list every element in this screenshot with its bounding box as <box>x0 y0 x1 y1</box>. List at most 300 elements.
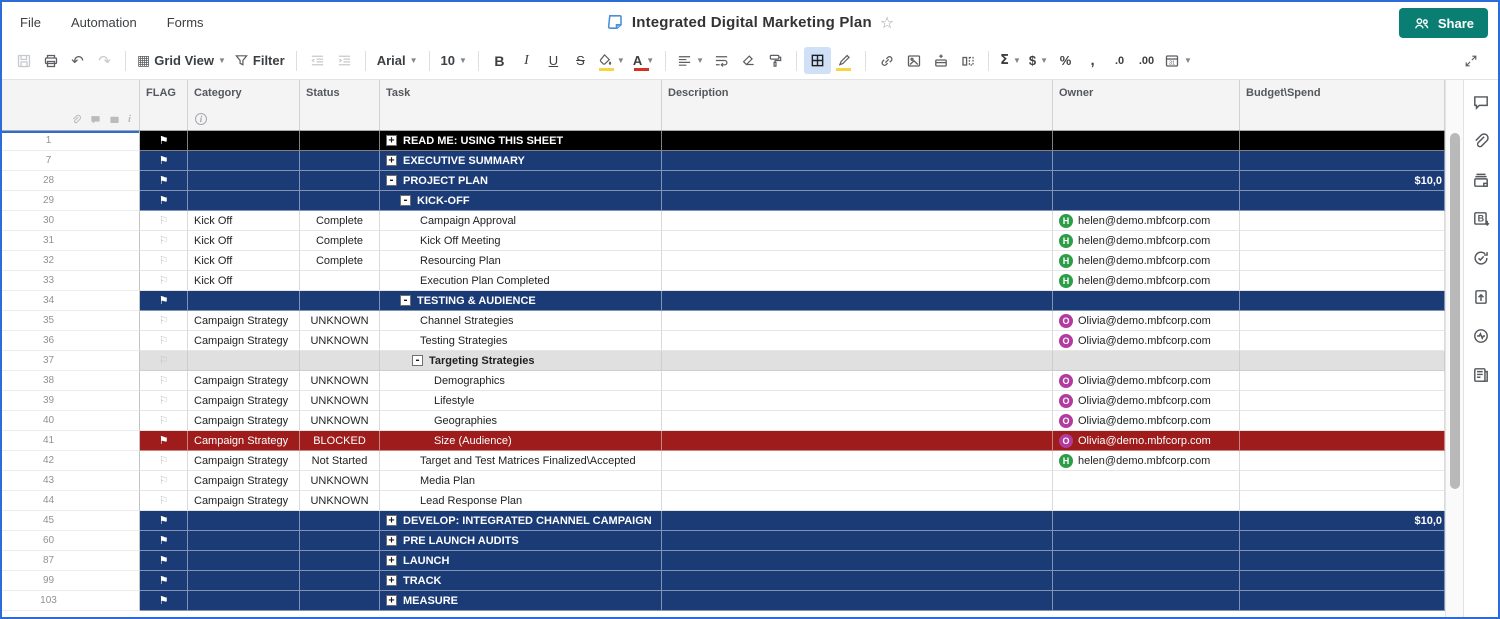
table-row[interactable] <box>2 351 1445 371</box>
description-cell[interactable] <box>662 171 1053 191</box>
budget-cell[interactable] <box>1240 491 1445 511</box>
budget-cell[interactable] <box>1240 311 1445 331</box>
align-button[interactable]: ▼ <box>673 47 708 74</box>
table-row[interactable] <box>2 491 1445 511</box>
update-requests-icon[interactable] <box>1472 249 1490 267</box>
expand-toggle[interactable]: - <box>400 195 411 206</box>
budget-cell[interactable] <box>1240 351 1445 371</box>
category-cell[interactable] <box>188 511 300 531</box>
category-cell[interactable]: Campaign Strategy <box>188 371 300 391</box>
proofs-icon[interactable] <box>1472 171 1490 189</box>
sheet-doc-icon <box>606 13 624 31</box>
row-number[interactable]: 7 <box>2 151 140 171</box>
task-cell[interactable] <box>380 311 662 331</box>
column-header-description[interactable]: Description <box>662 80 1053 130</box>
task-cell[interactable] <box>380 151 662 171</box>
table-row[interactable] <box>2 451 1445 471</box>
description-cell[interactable] <box>662 211 1053 231</box>
flag-cell[interactable] <box>140 171 188 191</box>
table-row[interactable] <box>2 291 1445 311</box>
flag-icon: ⚐ <box>158 374 169 387</box>
category-cell[interactable] <box>188 571 300 591</box>
borders-button[interactable] <box>804 47 831 74</box>
status-cell[interactable] <box>300 151 380 171</box>
filter-button[interactable]: Filter <box>230 47 289 74</box>
category-cell[interactable] <box>188 191 300 211</box>
budget-cell[interactable] <box>1240 571 1445 591</box>
activity-log-icon[interactable] <box>1472 327 1490 345</box>
status-cell[interactable]: Complete <box>300 251 380 271</box>
expand-toggle[interactable]: - <box>412 355 423 366</box>
row-number[interactable]: 60 <box>2 531 140 551</box>
row-number[interactable]: 31 <box>2 231 140 251</box>
column-header-task[interactable]: Task <box>380 80 662 130</box>
underline-button[interactable]: U <box>548 53 559 68</box>
task-cell[interactable] <box>380 371 662 391</box>
redo-button[interactable]: ↷ <box>98 51 111 70</box>
category-cell[interactable] <box>188 351 300 371</box>
publish-icon[interactable] <box>1472 288 1490 306</box>
owner-cell[interactable] <box>1053 391 1240 411</box>
description-cell[interactable] <box>662 511 1053 531</box>
category-cell[interactable]: Kick Off <box>188 251 300 271</box>
category-cell[interactable]: Kick Off <box>188 211 300 231</box>
table-row[interactable] <box>2 331 1445 351</box>
text-color-button[interactable]: A ▼ <box>629 47 658 74</box>
avatar: O <box>1059 334 1073 348</box>
flag-cell[interactable] <box>140 551 188 571</box>
indent-button[interactable] <box>331 47 358 74</box>
table-row[interactable] <box>2 191 1445 211</box>
save-button[interactable] <box>10 47 37 74</box>
flag-cell[interactable] <box>140 411 188 431</box>
budget-cell[interactable] <box>1240 291 1445 311</box>
avatar: O <box>1059 414 1073 428</box>
status-cell[interactable]: UNKNOWN <box>300 411 380 431</box>
owner-cell[interactable] <box>1053 471 1240 491</box>
description-cell[interactable] <box>662 491 1053 511</box>
budget-cell[interactable] <box>1240 251 1445 271</box>
table-row[interactable] <box>2 171 1445 191</box>
budget-cell[interactable] <box>1240 151 1445 171</box>
description-cell[interactable] <box>662 331 1053 351</box>
font-size-selector[interactable]: 10 ▼ <box>440 53 467 68</box>
view-selector[interactable]: ▦ Grid View ▼ <box>137 52 226 69</box>
task-cell[interactable] <box>380 571 662 591</box>
description-cell[interactable] <box>662 351 1053 371</box>
decimal-increase-button[interactable]: .00 <box>1138 54 1155 67</box>
row-number[interactable]: 44 <box>2 491 140 511</box>
table-row[interactable] <box>2 431 1445 451</box>
budget-cell[interactable] <box>1240 191 1445 211</box>
flag-cell[interactable] <box>140 431 188 451</box>
flag-cell[interactable] <box>140 291 188 311</box>
owner-cell[interactable] <box>1053 211 1240 231</box>
task-cell[interactable] <box>380 171 662 191</box>
owner-cell[interactable] <box>1053 291 1240 311</box>
owner-cell[interactable] <box>1053 351 1240 371</box>
task-cell[interactable] <box>380 351 662 371</box>
flag-cell[interactable] <box>140 271 188 291</box>
expand-toggle[interactable]: - <box>386 175 397 186</box>
task-label: KICK-OFF <box>417 194 470 207</box>
row-number[interactable]: 36 <box>2 331 140 351</box>
row-number[interactable]: 38 <box>2 371 140 391</box>
owner-cell[interactable] <box>1053 371 1240 391</box>
flag-icon: ⚑ <box>158 434 169 447</box>
outdent-button[interactable] <box>304 47 331 74</box>
owner-cell[interactable] <box>1053 411 1240 431</box>
flag-cell[interactable] <box>140 591 188 611</box>
owner-cell[interactable] <box>1053 491 1240 511</box>
row-number[interactable]: 41 <box>2 431 140 451</box>
status-cell[interactable] <box>300 351 380 371</box>
status-cell[interactable] <box>300 591 380 611</box>
category-cell[interactable]: Campaign Strategy <box>188 391 300 411</box>
column-header-budget[interactable]: Budget\Spend <box>1240 80 1445 130</box>
description-cell[interactable] <box>662 471 1053 491</box>
task-label: LAUNCH <box>403 554 450 567</box>
bold-button[interactable]: B <box>494 52 505 69</box>
status-cell[interactable]: UNKNOWN <box>300 471 380 491</box>
task-cell[interactable] <box>380 411 662 431</box>
task-label: DEVELOP: INTEGRATED CHANNEL CAMPAIGN <box>403 514 652 527</box>
table-row[interactable] <box>2 151 1445 171</box>
category-cell[interactable]: Campaign Strategy <box>188 491 300 511</box>
description-cell[interactable] <box>662 531 1053 551</box>
table-row[interactable] <box>2 511 1445 531</box>
row-number[interactable]: 1 <box>2 131 140 151</box>
task-cell[interactable] <box>380 231 662 251</box>
description-cell[interactable] <box>662 291 1053 311</box>
task-cell[interactable] <box>380 491 662 511</box>
task-cell[interactable] <box>380 471 662 491</box>
fill-color-button[interactable]: ▼ <box>594 47 629 74</box>
task-cell[interactable] <box>380 251 662 271</box>
owner-cell[interactable] <box>1053 131 1240 151</box>
flag-cell[interactable] <box>140 131 188 151</box>
description-cell[interactable] <box>662 551 1053 571</box>
category-cell[interactable]: Campaign Strategy <box>188 311 300 331</box>
flag-icon: ⚐ <box>158 474 169 487</box>
flag-icon: ⚐ <box>158 254 169 267</box>
format-painter-button[interactable] <box>762 47 789 74</box>
status-cell[interactable] <box>300 131 380 151</box>
category-cell[interactable]: Campaign Strategy <box>188 471 300 491</box>
flag-cell[interactable] <box>140 331 188 351</box>
expand-toggle[interactable]: + <box>386 155 397 166</box>
category-cell[interactable] <box>188 171 300 191</box>
wrap-text-button[interactable] <box>708 47 735 74</box>
category-cell[interactable]: Campaign Strategy <box>188 411 300 431</box>
task-cell[interactable] <box>380 331 662 351</box>
row-number[interactable]: 42 <box>2 451 140 471</box>
task-cell[interactable] <box>380 391 662 411</box>
table-row[interactable] <box>2 571 1445 591</box>
row-number[interactable]: 35 <box>2 311 140 331</box>
description-cell[interactable] <box>662 151 1053 171</box>
link-button[interactable] <box>873 47 900 74</box>
description-cell[interactable] <box>662 451 1053 471</box>
date-format-selector[interactable]: 31 ▼ <box>1160 47 1196 74</box>
status-cell[interactable] <box>300 271 380 291</box>
flag-icon: ⚐ <box>158 354 169 367</box>
attachments-icon[interactable] <box>1472 132 1490 150</box>
brandfolder-icon[interactable] <box>1472 210 1490 228</box>
undo-button[interactable]: ↶ <box>71 51 84 70</box>
status-cell[interactable]: UNKNOWN <box>300 491 380 511</box>
eraser-icon <box>741 53 756 68</box>
flag-cell[interactable] <box>140 231 188 251</box>
flag-cell[interactable] <box>140 191 188 211</box>
flag-cell[interactable] <box>140 491 188 511</box>
task-cell[interactable] <box>380 451 662 471</box>
status-cell[interactable]: UNKNOWN <box>300 391 380 411</box>
decimal-decrease-button[interactable]: .0 <box>1114 54 1125 67</box>
status-cell[interactable]: UNKNOWN <box>300 371 380 391</box>
column-header-category[interactable]: Category i <box>188 80 300 130</box>
owner-cell[interactable] <box>1053 571 1240 591</box>
budget-cell[interactable] <box>1240 411 1445 431</box>
owner-cell[interactable] <box>1053 531 1240 551</box>
table-row[interactable] <box>2 311 1445 331</box>
status-cell[interactable]: Not Started <box>300 451 380 471</box>
row-number[interactable]: 40 <box>2 411 140 431</box>
flag-cell[interactable] <box>140 531 188 551</box>
table-row[interactable] <box>2 231 1445 251</box>
owner-cell[interactable] <box>1053 151 1240 171</box>
expand-toggle[interactable]: + <box>386 515 397 526</box>
flag-cell[interactable] <box>140 451 188 471</box>
clear-format-button[interactable] <box>735 47 762 74</box>
budget-cell[interactable] <box>1240 211 1445 231</box>
status-cell[interactable] <box>300 191 380 211</box>
budget-cell[interactable] <box>1240 271 1445 291</box>
status-cell[interactable]: Complete <box>300 211 380 231</box>
budget-cell[interactable] <box>1240 451 1445 471</box>
task-cell[interactable] <box>380 511 662 531</box>
sheet-summary-icon[interactable] <box>1472 366 1490 384</box>
owner-cell[interactable] <box>1053 331 1240 351</box>
expand-toolbar-button[interactable] <box>1457 47 1484 74</box>
task-label: Demographics <box>434 374 505 387</box>
task-cell[interactable] <box>380 291 662 311</box>
row-number[interactable]: 87 <box>2 551 140 571</box>
row-number[interactable]: 32 <box>2 251 140 271</box>
row-number[interactable]: 28 <box>2 171 140 191</box>
task-cell[interactable] <box>380 271 662 291</box>
description-cell[interactable] <box>662 191 1053 211</box>
flag-cell[interactable] <box>140 211 188 231</box>
task-cell[interactable] <box>380 551 662 571</box>
row-number[interactable]: 45 <box>2 511 140 531</box>
filter-icon <box>234 53 249 68</box>
category-cell[interactable]: Kick Off <box>188 231 300 251</box>
share-button[interactable]: Share <box>1399 8 1488 38</box>
budget-cell[interactable] <box>1240 391 1445 411</box>
expand-toggle[interactable]: + <box>386 595 397 606</box>
row-number[interactable]: 34 <box>2 291 140 311</box>
table-row[interactable] <box>2 391 1445 411</box>
vertical-scrollbar[interactable] <box>1445 80 1463 617</box>
budget-cell[interactable] <box>1240 471 1445 491</box>
row-number[interactable]: 103 <box>2 591 140 611</box>
font-selector[interactable]: Arial ▼ <box>376 53 418 68</box>
flag-cell[interactable] <box>140 571 188 591</box>
expand-toggle[interactable]: + <box>386 575 397 586</box>
sum-selector[interactable]: Σ ▼ <box>1000 53 1021 68</box>
image-button[interactable] <box>900 47 927 74</box>
description-cell[interactable] <box>662 231 1053 251</box>
category-cell[interactable] <box>188 151 300 171</box>
description-cell[interactable] <box>662 571 1053 591</box>
table-row[interactable] <box>2 551 1445 571</box>
budget-cell[interactable] <box>1240 231 1445 251</box>
table-row[interactable] <box>2 471 1445 491</box>
budget-cell[interactable] <box>1240 371 1445 391</box>
row-number[interactable]: 39 <box>2 391 140 411</box>
row-number[interactable]: 37 <box>2 351 140 371</box>
category-cell[interactable] <box>188 531 300 551</box>
category-cell[interactable] <box>188 551 300 571</box>
owner-cell[interactable] <box>1053 231 1240 251</box>
category-cell[interactable] <box>188 291 300 311</box>
table-row[interactable] <box>2 131 1445 151</box>
budget-cell[interactable] <box>1240 431 1445 451</box>
column-header-status[interactable]: Status <box>300 80 380 130</box>
flag-cell[interactable] <box>140 511 188 531</box>
category-cell[interactable]: Campaign Strategy <box>188 331 300 351</box>
expand-toggle[interactable]: + <box>386 535 397 546</box>
expand-toggle[interactable]: - <box>400 295 411 306</box>
column-header-owner[interactable]: Owner <box>1053 80 1240 130</box>
comments-icon[interactable] <box>1472 93 1490 111</box>
svg-text:31: 31 <box>1169 60 1176 66</box>
menu-forms[interactable]: Forms <box>166 14 204 30</box>
category-cell[interactable] <box>188 591 300 611</box>
print-button[interactable] <box>37 47 64 74</box>
status-cell[interactable]: Complete <box>300 231 380 251</box>
task-cell[interactable] <box>380 531 662 551</box>
description-cell[interactable] <box>662 391 1053 411</box>
owner-cell[interactable] <box>1053 191 1240 211</box>
description-cell[interactable] <box>662 591 1053 611</box>
comma-button[interactable]: , <box>1090 52 1095 69</box>
menu-file[interactable]: File <box>20 14 41 30</box>
strikethrough-button[interactable]: S <box>576 53 585 68</box>
table-row[interactable] <box>2 211 1445 231</box>
category-cell[interactable] <box>188 131 300 151</box>
currency-selector[interactable]: $ ▼ <box>1028 53 1049 68</box>
budget-cell[interactable]: $10,0 <box>1240 171 1445 191</box>
table-row[interactable] <box>2 411 1445 431</box>
status-cell[interactable] <box>300 531 380 551</box>
budget-cell[interactable] <box>1240 591 1445 611</box>
owner-cell[interactable] <box>1053 431 1240 451</box>
row-number[interactable]: 33 <box>2 271 140 291</box>
task-label: Lifestyle <box>434 394 475 407</box>
budget-cell[interactable] <box>1240 531 1445 551</box>
budget-cell[interactable] <box>1240 551 1445 571</box>
task-cell[interactable] <box>380 431 662 451</box>
status-cell[interactable] <box>300 571 380 591</box>
expand-toggle[interactable]: + <box>386 555 397 566</box>
add-row-button[interactable] <box>927 47 954 74</box>
task-cell[interactable] <box>380 591 662 611</box>
owner-cell[interactable] <box>1053 311 1240 331</box>
description-cell[interactable] <box>662 251 1053 271</box>
description-cell[interactable] <box>662 371 1053 391</box>
status-cell[interactable] <box>300 511 380 531</box>
flag-cell[interactable] <box>140 311 188 331</box>
status-cell[interactable]: UNKNOWN <box>300 311 380 331</box>
row-number[interactable]: 43 <box>2 471 140 491</box>
table-row[interactable] <box>2 591 1445 611</box>
row-number[interactable]: 99 <box>2 571 140 591</box>
flag-cell[interactable] <box>140 391 188 411</box>
description-cell[interactable] <box>662 131 1053 151</box>
status-cell[interactable] <box>300 291 380 311</box>
status-cell[interactable]: UNKNOWN <box>300 331 380 351</box>
owner-cell[interactable] <box>1053 271 1240 291</box>
description-cell[interactable] <box>662 271 1053 291</box>
category-cell[interactable]: Campaign Strategy <box>188 431 300 451</box>
description-cell[interactable] <box>662 431 1053 451</box>
task-cell[interactable] <box>380 211 662 231</box>
table-row[interactable] <box>2 371 1445 391</box>
scrollbar-thumb[interactable] <box>1450 133 1460 489</box>
task-cell[interactable] <box>380 191 662 211</box>
column-header-flag[interactable]: FLAG <box>140 80 188 130</box>
italic-button[interactable]: I <box>524 52 529 68</box>
category-cell[interactable]: Kick Off <box>188 271 300 291</box>
status-cell[interactable] <box>300 171 380 191</box>
flag-cell[interactable] <box>140 351 188 371</box>
highlight-pen-button[interactable] <box>831 47 858 74</box>
table-row[interactable] <box>2 531 1445 551</box>
cell-format-button[interactable] <box>954 47 981 74</box>
budget-cell[interactable] <box>1240 131 1445 151</box>
owner-cell[interactable] <box>1053 551 1240 571</box>
budget-cell[interactable]: $10,0 <box>1240 511 1445 531</box>
expand-toggle[interactable]: + <box>386 135 397 146</box>
row-number[interactable]: 29 <box>2 191 140 211</box>
status-cell[interactable]: BLOCKED <box>300 431 380 451</box>
owner-cell[interactable] <box>1053 451 1240 471</box>
favorite-star-icon[interactable]: ☆ <box>879 12 895 32</box>
flag-cell[interactable] <box>140 471 188 491</box>
owner-cell[interactable] <box>1053 511 1240 531</box>
description-cell[interactable] <box>662 411 1053 431</box>
menu-automation[interactable]: Automation <box>70 14 137 30</box>
owner-cell[interactable] <box>1053 171 1240 191</box>
percent-button[interactable]: % <box>1059 53 1072 68</box>
owner-cell[interactable] <box>1053 591 1240 611</box>
table-row[interactable] <box>2 251 1445 271</box>
table-row[interactable] <box>2 271 1445 291</box>
description-cell[interactable] <box>662 311 1053 331</box>
owner-cell[interactable] <box>1053 251 1240 271</box>
flag-cell[interactable] <box>140 371 188 391</box>
row-number[interactable]: 30 <box>2 211 140 231</box>
budget-cell[interactable] <box>1240 331 1445 351</box>
task-cell[interactable] <box>380 131 662 151</box>
gutter-header[interactable] <box>2 80 140 130</box>
category-cell[interactable]: Campaign Strategy <box>188 451 300 471</box>
status-cell[interactable] <box>300 551 380 571</box>
flag-cell[interactable] <box>140 251 188 271</box>
flag-cell[interactable] <box>140 151 188 171</box>
